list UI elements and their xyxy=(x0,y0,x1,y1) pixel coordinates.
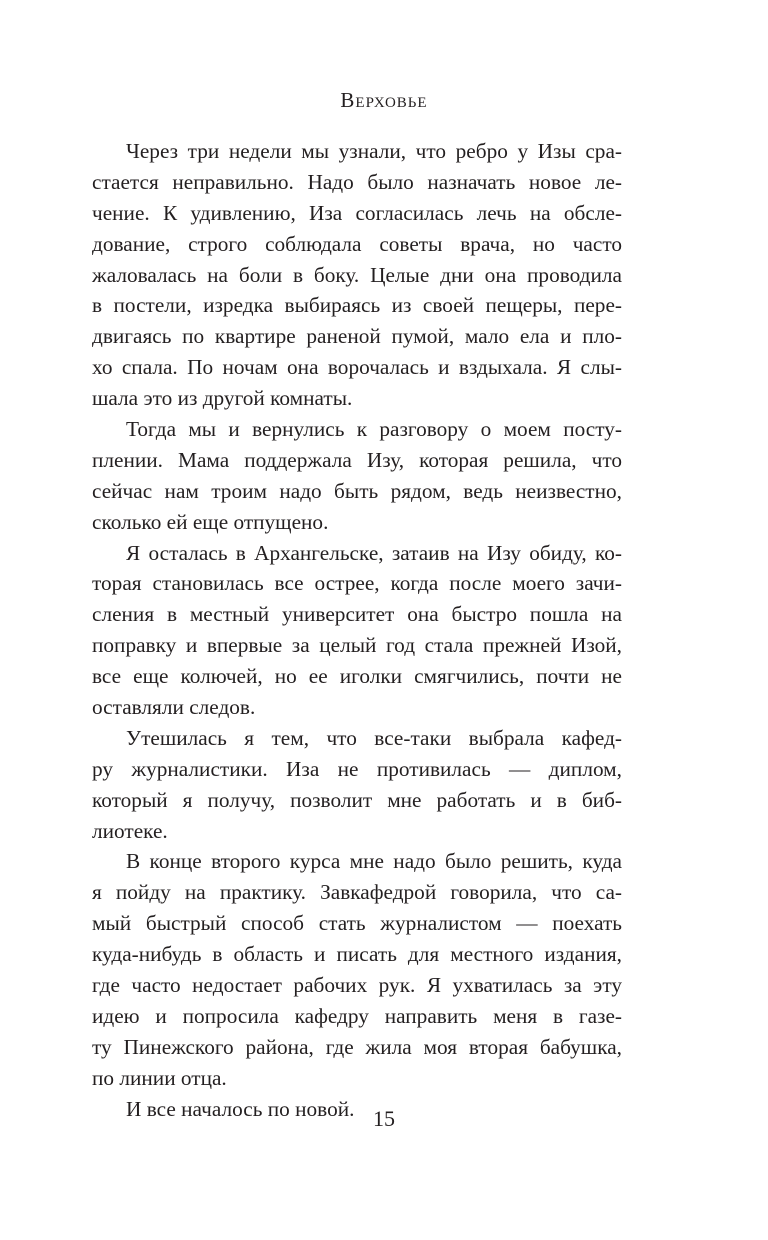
running-head: Верховье xyxy=(340,88,428,112)
text-line: в постели, изредка выбираясь из своей пещеры, пере- xyxy=(92,293,622,318)
text-line: Тогда мы и вернулись к разговору о моем посту- xyxy=(126,417,622,442)
text-line: все еще колючей, но ее иголки смягчились, почти не xyxy=(92,664,622,689)
page-number: 15 xyxy=(373,1106,395,1131)
text-line: стается неправильно. Надо было назначать новое ле- xyxy=(92,169,622,194)
text-line: ру журналистики. Иза не противилась — диплом, xyxy=(92,756,622,781)
text-line: идею и попросила кафедру направить меня в газе- xyxy=(92,1003,622,1028)
text-line: сейчас нам троим надо быть рядом, ведь неизвестно, xyxy=(92,478,622,503)
text-line: который я получу, позволит мне работать и в биб- xyxy=(92,787,622,812)
text-line: чение. К удивлению, Иза согласилась лечь на обсле- xyxy=(92,200,622,225)
text-line: лиотеке. xyxy=(92,818,168,843)
text-line: Утешилась я тем, что все-таки выбрала кафед- xyxy=(126,725,622,750)
text-line: оставляли следов. xyxy=(92,695,256,720)
text-line: сколько ей еще отпущено. xyxy=(92,509,329,534)
paragraph xyxy=(92,846,622,1093)
text-line: где часто недостает рабочих рук. Я ухватилась за эту xyxy=(92,973,622,998)
paragraph xyxy=(92,538,622,723)
text-line: И все началось по новой. xyxy=(126,1096,355,1121)
text-line: жаловалась на боли в боку. Целые дни она проводила xyxy=(92,262,622,287)
text-line: Через три недели мы узнали, что ребро у Изы сра- xyxy=(126,139,622,163)
text-line: ту Пинежского района, где жила моя вторая бабушка, xyxy=(92,1034,622,1059)
text-line: шала это из другой комнаты. xyxy=(92,386,353,411)
paragraph xyxy=(92,723,622,847)
text-line: по линии отца. xyxy=(92,1065,227,1090)
text-line: поправку и впервые за целый год стала прежней Изой, xyxy=(92,633,622,658)
text-line: куда-нибудь в область и писать для местного издания, xyxy=(92,942,622,967)
paragraph xyxy=(92,136,622,414)
text-line: Я осталась в Архангельске, затаив на Изу обиду, ко- xyxy=(126,540,622,565)
text-line: я пойду на практику. Завкафедрой говорила, что са- xyxy=(92,880,622,905)
text-line: дование, строго соблюдала советы врача, но часто xyxy=(92,231,622,256)
paragraph xyxy=(92,414,622,538)
text-line: хо спала. По ночам она ворочалась и вздыхала. Я слы- xyxy=(92,355,622,380)
text-line: сления в местный университет она быстро пошла на xyxy=(92,602,622,627)
text-line: двигаясь по квартире раненой пумой, мало ела и пло- xyxy=(92,324,622,349)
text-line: плении. Мама поддержала Изу, которая решила, что xyxy=(92,447,622,472)
text-line: торая становилась все острее, когда после моего зачи- xyxy=(92,571,622,596)
text-line: мый быстрый способ стать журналистом — поехать xyxy=(92,911,622,936)
body-text xyxy=(92,136,622,1125)
text-line: В конце второго курса мне надо было решить, куда xyxy=(126,849,622,874)
